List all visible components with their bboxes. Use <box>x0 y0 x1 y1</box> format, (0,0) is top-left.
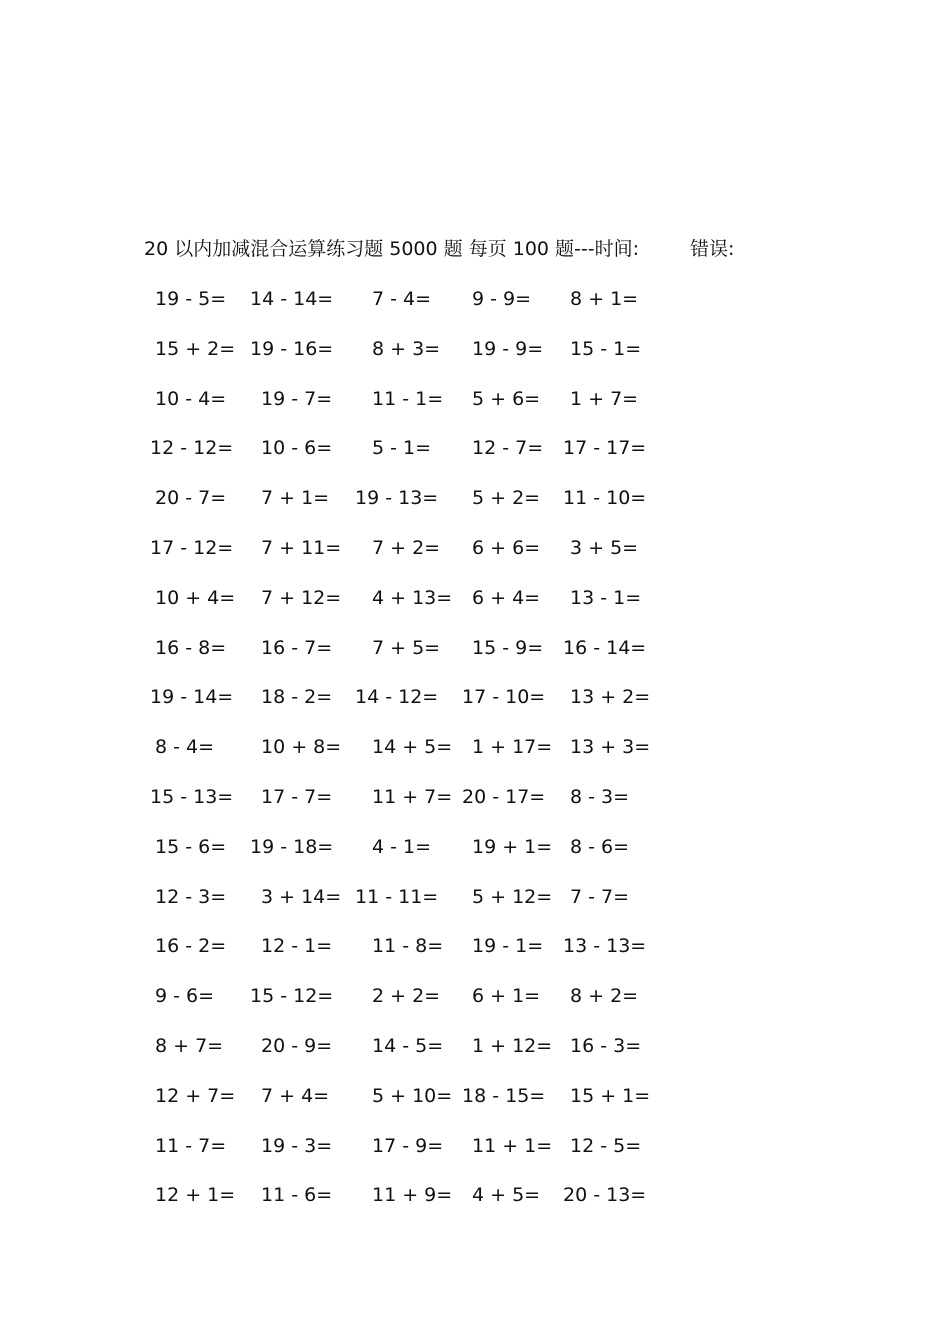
problem-cell: 7 - 4= <box>372 288 432 310</box>
problem-cell: 15 - 13= <box>150 786 234 808</box>
problem-cell: 13 - 1= <box>570 587 642 609</box>
problem-cell: 18 - 15= <box>462 1085 546 1107</box>
problem-cell: 10 + 4= <box>155 587 236 609</box>
problem-cell: 19 - 7= <box>261 388 333 410</box>
problem-cell: 16 - 8= <box>155 637 227 659</box>
problem-cell: 19 - 16= <box>250 338 334 360</box>
problem-cell: 8 - 4= <box>155 736 215 758</box>
problem-cell: 1 + 17= <box>472 736 553 758</box>
problem-cell: 19 + 1= <box>472 836 553 858</box>
problem-cell: 8 + 3= <box>372 338 441 360</box>
problem-cell: 4 + 5= <box>472 1184 541 1206</box>
problem-cell: 7 + 2= <box>372 537 441 559</box>
problem-cell: 6 + 6= <box>472 537 541 559</box>
problem-cell: 3 + 14= <box>261 886 342 908</box>
problem-cell: 13 + 3= <box>570 736 651 758</box>
problem-cell: 15 + 2= <box>155 338 236 360</box>
problem-cell: 8 - 6= <box>570 836 630 858</box>
problem-cell: 6 + 4= <box>472 587 541 609</box>
problem-cell: 14 - 12= <box>355 686 439 708</box>
problem-cell: 5 + 12= <box>472 886 553 908</box>
problem-cell: 5 + 10= <box>372 1085 453 1107</box>
problem-cell: 19 - 5= <box>155 288 227 310</box>
problem-cell: 8 + 7= <box>155 1035 224 1057</box>
problem-cell: 10 + 8= <box>261 736 342 758</box>
problem-cell: 16 - 14= <box>563 637 647 659</box>
problem-cell: 19 - 13= <box>355 487 439 509</box>
problem-cell: 15 + 1= <box>570 1085 651 1107</box>
problem-cell: 1 + 7= <box>570 388 639 410</box>
problem-cell: 14 - 5= <box>372 1035 444 1057</box>
problem-cell: 17 - 12= <box>150 537 234 559</box>
problem-cell: 18 - 2= <box>261 686 333 708</box>
problem-cell: 12 + 1= <box>155 1184 236 1206</box>
problem-cell: 4 - 1= <box>372 836 432 858</box>
problem-cell: 17 - 10= <box>462 686 546 708</box>
problem-cell: 11 + 9= <box>372 1184 453 1206</box>
problem-cell: 11 - 10= <box>563 487 647 509</box>
problem-cell: 12 - 5= <box>570 1135 642 1157</box>
problem-cell: 3 + 5= <box>570 537 639 559</box>
problem-cell: 11 - 6= <box>261 1184 333 1206</box>
problem-cell: 5 - 1= <box>372 437 432 459</box>
problem-cell: 15 - 9= <box>472 637 544 659</box>
problem-cell: 10 - 4= <box>155 388 227 410</box>
problem-cell: 20 - 7= <box>155 487 227 509</box>
problem-cell: 12 - 3= <box>155 886 227 908</box>
problem-cell: 5 + 2= <box>472 487 541 509</box>
problem-cell: 16 - 3= <box>570 1035 642 1057</box>
problem-cell: 9 - 6= <box>155 985 215 1007</box>
problem-cell: 11 + 7= <box>372 786 453 808</box>
problem-cell: 7 + 5= <box>372 637 441 659</box>
problem-cell: 11 - 11= <box>355 886 439 908</box>
problem-cell: 4 + 13= <box>372 587 453 609</box>
problem-cell: 20 - 17= <box>462 786 546 808</box>
problem-cell: 11 - 7= <box>155 1135 227 1157</box>
problem-cell: 13 - 13= <box>563 935 647 957</box>
problem-cell: 7 + 12= <box>261 587 342 609</box>
problem-cell: 19 - 18= <box>250 836 334 858</box>
problem-cell: 7 + 1= <box>261 487 330 509</box>
problem-cell: 14 + 5= <box>372 736 453 758</box>
problem-cell: 12 - 7= <box>472 437 544 459</box>
problem-cell: 19 - 9= <box>472 338 544 360</box>
problem-cell: 11 + 1= <box>472 1135 553 1157</box>
problem-cell: 15 - 1= <box>570 338 642 360</box>
problem-cell: 7 + 4= <box>261 1085 330 1107</box>
problem-cell: 16 - 7= <box>261 637 333 659</box>
problem-cell: 19 - 3= <box>261 1135 333 1157</box>
problem-cell: 8 + 2= <box>570 985 639 1007</box>
problem-cell: 8 + 1= <box>570 288 639 310</box>
problem-cell: 13 + 2= <box>570 686 651 708</box>
problem-cell: 19 - 1= <box>472 935 544 957</box>
problem-cell: 12 - 12= <box>150 437 234 459</box>
problem-cell: 17 - 17= <box>563 437 647 459</box>
problem-cell: 15 - 6= <box>155 836 227 858</box>
problem-cell: 6 + 1= <box>472 985 541 1007</box>
problem-cell: 5 + 6= <box>472 388 541 410</box>
problem-cell: 19 - 14= <box>150 686 234 708</box>
problem-cell: 11 - 8= <box>372 935 444 957</box>
problem-cell: 17 - 9= <box>372 1135 444 1157</box>
problem-cell: 2 + 2= <box>372 985 441 1007</box>
problem-cell: 1 + 12= <box>472 1035 553 1057</box>
problem-cell: 12 - 1= <box>261 935 333 957</box>
errors-label: 错误: <box>690 238 735 260</box>
problem-cell: 10 - 6= <box>261 437 333 459</box>
problem-cell: 14 - 14= <box>250 288 334 310</box>
title-text: 20 以内加减混合运算练习题 5000 题 每页 100 题---时间: <box>144 238 640 260</box>
problem-cell: 7 - 7= <box>570 886 630 908</box>
problem-cell: 11 - 1= <box>372 388 444 410</box>
problem-cell: 12 + 7= <box>155 1085 236 1107</box>
problem-cell: 8 - 3= <box>570 786 630 808</box>
problem-cell: 20 - 9= <box>261 1035 333 1057</box>
problem-cell: 17 - 7= <box>261 786 333 808</box>
problem-cell: 7 + 11= <box>261 537 342 559</box>
problem-cell: 9 - 9= <box>472 288 532 310</box>
problem-cell: 20 - 13= <box>563 1184 647 1206</box>
problem-cell: 15 - 12= <box>250 985 334 1007</box>
problem-cell: 16 - 2= <box>155 935 227 957</box>
